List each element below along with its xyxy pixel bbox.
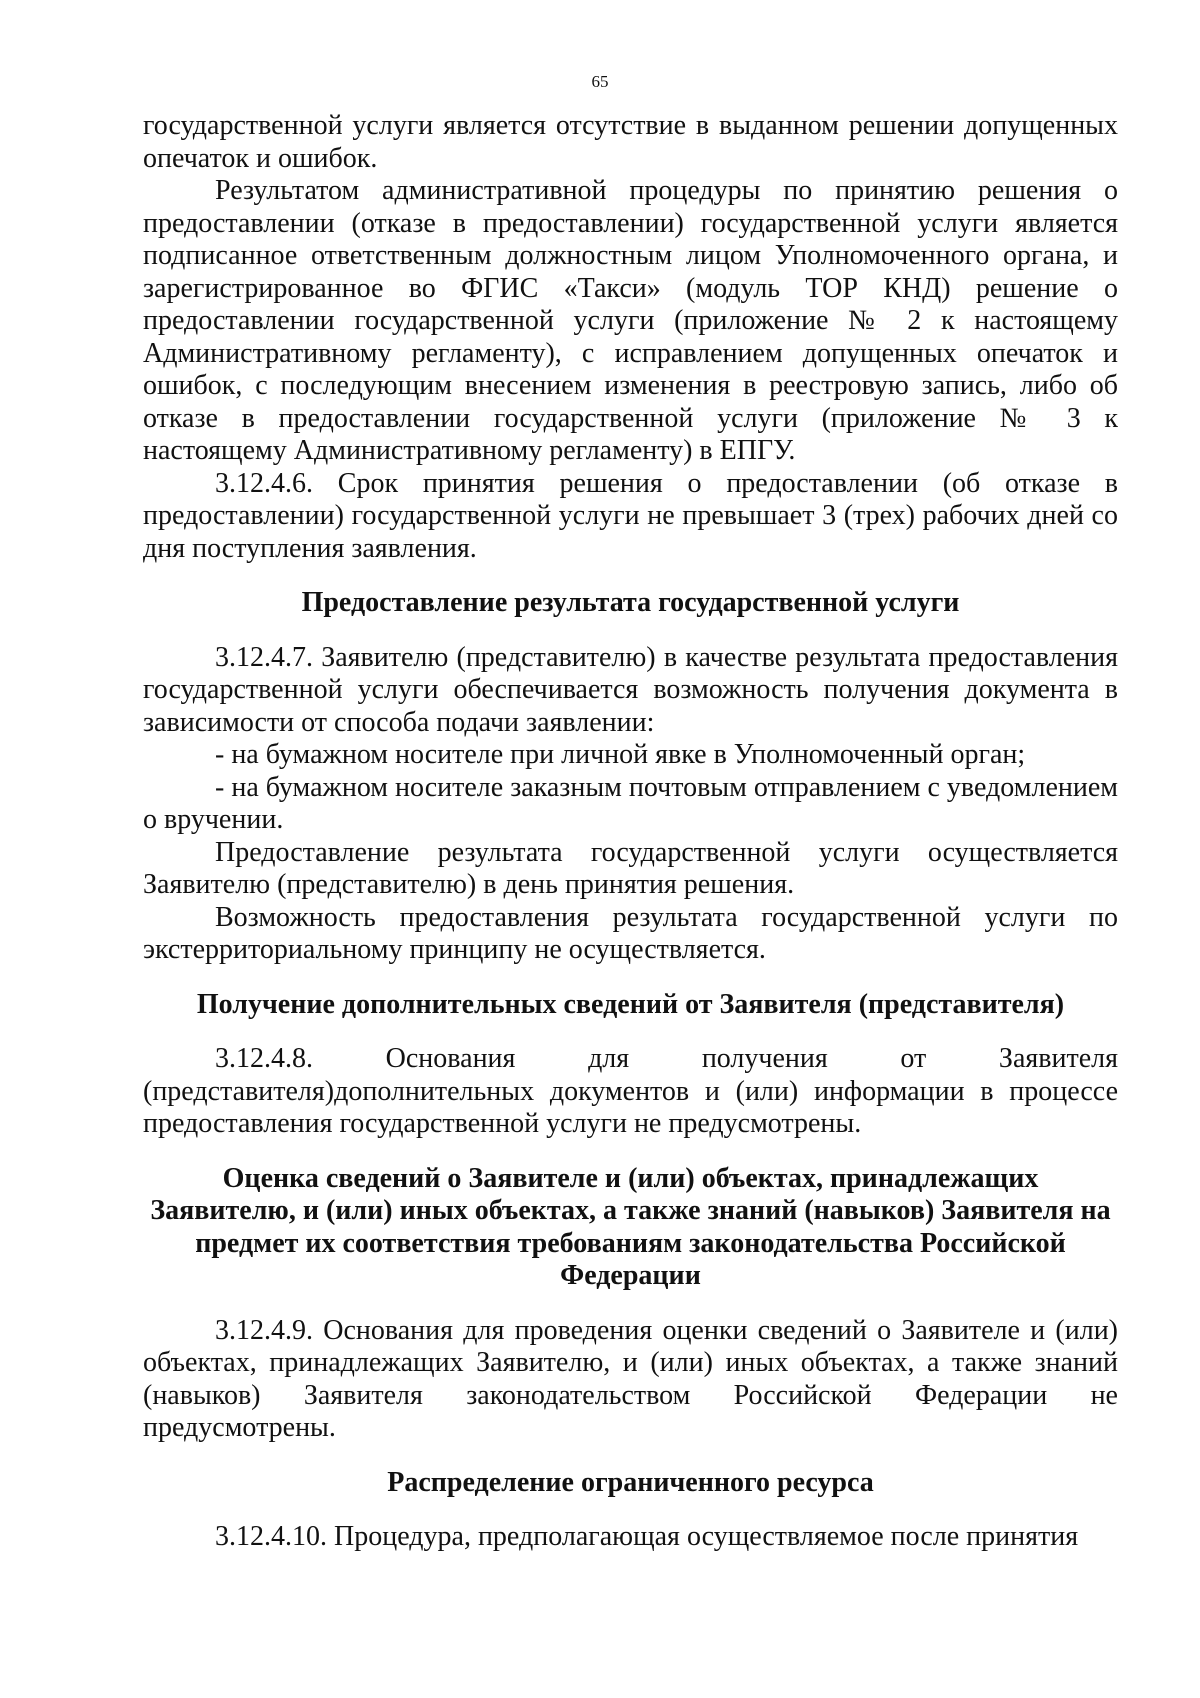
section-heading-result: Предоставление результата государственной услуги	[301, 587, 960, 618]
heading-line: Оценка сведений о Заявителе и (или) объектах, принадлежащих	[222, 1162, 1039, 1194]
paragraph-3-12-4-6: 3.12.4.6. Срок принятия решения о предоставлении (об отказе в предоставлении) государственной услуги не превышает 3 (трех) рабочих дней со дня поступления заявления.	[143, 467, 1118, 564]
list-item-personal: - на бумажном носителе при личной явке в Уполномоченный орган;	[215, 739, 1026, 770]
paragraph-result-delivery: Предоставление результата государственной услуги осуществляется Заявителю (представителю) в день принятия решения.	[143, 836, 1118, 900]
section-heading-additional-info: Получение дополнительных сведений от Заявителя (представителя)	[196, 988, 1065, 1020]
paragraph-3-12-4-10: 3.12.4.10. Процедура, предполагающая осуществляемое после принятия	[215, 1521, 1079, 1552]
section-heading-limited-resource: Распределение ограниченного ресурса	[387, 1466, 874, 1498]
paragraph-continuation: государственной услуги является отсутствие в выданном решении допущенных опечаток и ошибок.	[143, 110, 1118, 174]
heading-line: предмет их соответствия требованиям законодательства Российской	[195, 1227, 1066, 1259]
document-body	[143, 110, 1118, 1554]
paragraph-result: Результатом административной процедуры по принятию решения о предоставлении (отказе в предоставлении) государственной услуги является подписанное ответственным должностным лицом Уполномоченного органа, и зарегистрированное во ФГИС «Такси» (модуль ТОР КНД) решение о предоставлении государственной услуги (приложение № 2 к настоящему Административному регламенту), с исправлением допущенных опечаток и ошибок, с последующим внесением изменения в реестровую запись, либо об отказе в предоставлении государственной услуги (приложение № 3 к настоящему Административному регламенту) в ЕПГУ.	[143, 175, 1118, 466]
heading-line: Заявителю, и (или) иных объектах, а также знаний (навыков) Заявителя на	[150, 1195, 1111, 1226]
paragraph-extraterritorial: Возможность предоставления результата государственной услуги по экстерриториальному принципу не осуществляется.	[143, 901, 1118, 965]
heading-line: Федерации	[560, 1260, 701, 1291]
paragraph-3-12-4-7: 3.12.4.7. Заявителю (представителю) в качестве результата предоставления государственной услуги обеспечивается возможность получения документа в зависимости от способа подачи заявлении:	[143, 641, 1118, 738]
paragraph-3-12-4-8: 3.12.4.8. Основания для получения от Заявителя (представителя)дополнительных документов и (или) информации в процессе предоставления государственной услуги не предусмотрены.	[143, 1043, 1118, 1139]
section-heading-assessment	[143, 1163, 1118, 1293]
page-number: 65	[591, 72, 609, 91]
paragraph-3-12-4-9: 3.12.4.9. Основания для проведения оценки сведений о Заявителе и (или) объектах, принадлежащих Заявителю, и (или) иных объектах, а также знаний (навыков) Заявителя законодательством Российской Федерации не предусмотрены.	[143, 1314, 1118, 1443]
list-item-postal: - на бумажном носителе заказным почтовым отправлением с уведомлением о вручении.	[143, 771, 1118, 835]
